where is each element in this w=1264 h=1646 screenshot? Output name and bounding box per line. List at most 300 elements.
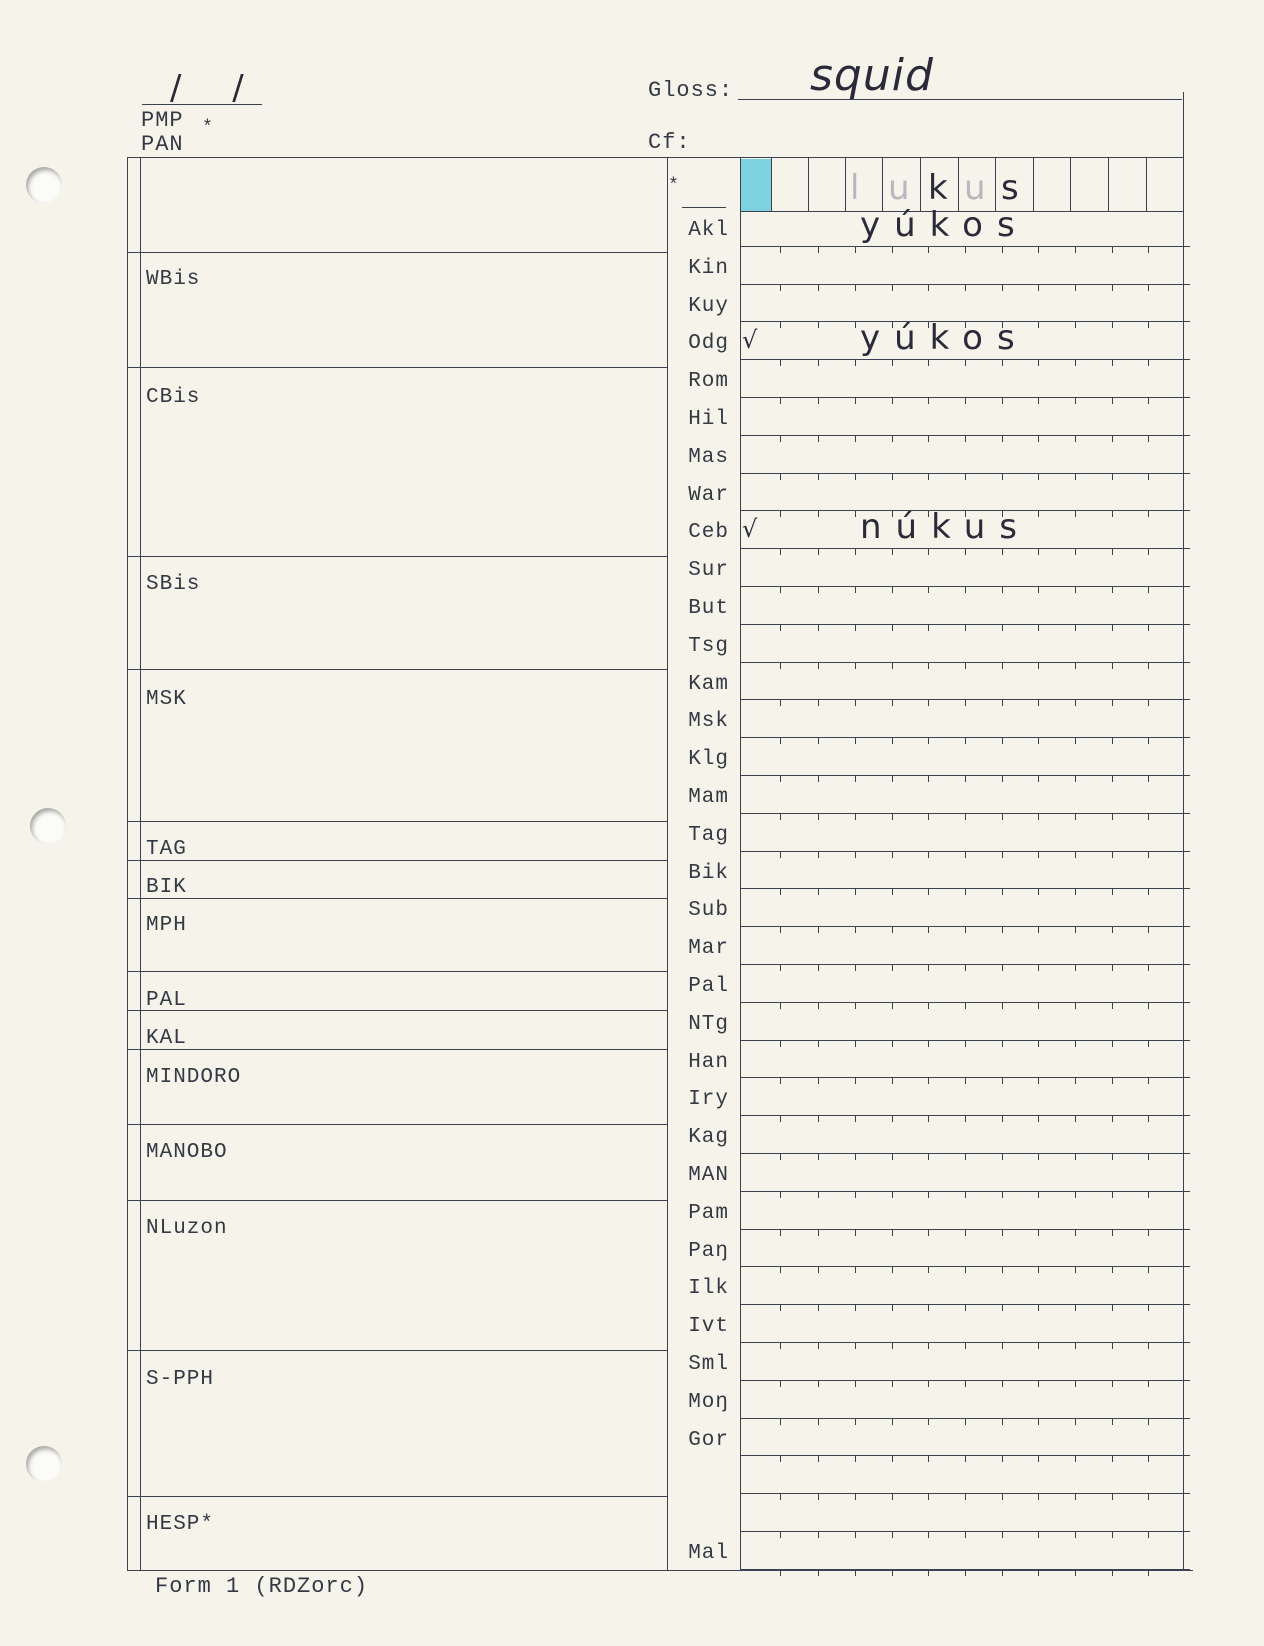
cell-tick [855, 1077, 856, 1084]
cell-tick [818, 699, 819, 706]
language-code: Iry [688, 1088, 729, 1112]
cell-tick [1075, 813, 1076, 820]
cell-tick [892, 1531, 893, 1538]
cell-tick [1148, 699, 1149, 706]
cell-tick [965, 1153, 966, 1160]
lang-column-right [740, 157, 741, 1571]
cell-tick [1075, 1153, 1076, 1160]
cell-tick [1038, 1229, 1039, 1236]
reconstruction-letter: k [928, 168, 948, 208]
cell-tick [780, 624, 781, 631]
date-marks: / / [170, 68, 264, 108]
cell-tick [928, 1002, 929, 1009]
cell-tick [1038, 624, 1039, 631]
cell-tick [855, 1002, 856, 1009]
language-code: Akl [688, 219, 729, 242]
cell-tick [780, 1153, 781, 1160]
cell-tick [1112, 397, 1113, 404]
cell-tick [855, 246, 856, 253]
language-code: Mal [688, 1542, 729, 1565]
cell-tick [892, 1380, 893, 1387]
cell-tick [928, 624, 929, 631]
pmp-star: * [202, 118, 214, 138]
reconstruction-letter: l [850, 168, 860, 208]
cell-tick [855, 1531, 856, 1538]
language-code: Sur [688, 559, 729, 583]
cell-tick [855, 1040, 856, 1047]
cell-tick [965, 435, 966, 442]
cell-tick [965, 1455, 966, 1462]
cell-tick [1112, 1115, 1113, 1122]
cell-tick [1002, 699, 1003, 706]
language-code: NTg [688, 1012, 729, 1036]
cell-tick [818, 662, 819, 669]
cell-tick [1002, 1493, 1003, 1500]
cell-tick [1002, 1002, 1003, 1009]
cell-tick [855, 1115, 856, 1122]
group-label-spph: S-PPH [146, 1368, 215, 1391]
cell-tick [928, 586, 929, 593]
cell-tick [780, 1531, 781, 1538]
cell-tick [892, 1266, 893, 1273]
cell-tick [855, 813, 856, 820]
language-code: MAN [688, 1164, 729, 1187]
language-code: Pam [688, 1201, 729, 1225]
cell-tick [892, 1153, 893, 1160]
cell-tick [1148, 1418, 1149, 1425]
cell-tick [818, 624, 819, 631]
cell-tick [928, 851, 929, 858]
cell-tick [780, 1040, 781, 1047]
cell-tick [855, 473, 856, 480]
cell-tick [965, 397, 966, 404]
cell-tick [1112, 1153, 1113, 1160]
cell-tick [818, 1077, 819, 1084]
cell-tick [1038, 775, 1039, 782]
language-code: Sml [688, 1353, 729, 1376]
group-box-hesp[interactable] [141, 1496, 666, 1570]
cell-tick [1002, 246, 1003, 253]
cell-tick [1112, 1191, 1113, 1198]
cell-tick [1112, 813, 1113, 820]
cell-tick [928, 699, 929, 706]
cell-tick [892, 284, 893, 291]
cell-tick [965, 775, 966, 782]
cell-tick [818, 1191, 819, 1198]
cell-tick [1148, 1455, 1149, 1462]
cell-tick [818, 1040, 819, 1047]
cell-tick [1002, 1040, 1003, 1047]
cell-tick [1075, 473, 1076, 480]
cell-tick [818, 359, 819, 366]
cell-tick [1002, 586, 1003, 593]
cell-tick [965, 964, 966, 971]
cell-tick [1002, 1531, 1003, 1538]
cell-tick [818, 1115, 819, 1122]
cell-tick [1038, 1266, 1039, 1273]
cell-tick [818, 1493, 819, 1500]
gloss-value[interactable]: squid [810, 50, 934, 101]
cell-tick [1038, 359, 1039, 366]
cell-tick [892, 851, 893, 858]
language-code: Bik [688, 861, 729, 885]
cell-tick [1148, 1569, 1149, 1576]
cell-tick [965, 1418, 966, 1425]
cell-tick [928, 1304, 929, 1311]
cell-tick [780, 851, 781, 858]
binder-hole [26, 1446, 62, 1482]
cell-tick [780, 926, 781, 933]
group-box-kal[interactable] [141, 1010, 666, 1049]
cell-tick [855, 1569, 856, 1576]
language-code: Mam [688, 786, 729, 809]
reconstruction-cell [845, 157, 846, 211]
cell-tick [1112, 1569, 1113, 1576]
cell-tick [780, 586, 781, 593]
cell-tick [818, 473, 819, 480]
cell-tick [965, 699, 966, 706]
cell-tick [1148, 1493, 1149, 1500]
cell-tick [1148, 321, 1149, 328]
cell-tick [818, 548, 819, 555]
cell-tick [855, 1191, 856, 1198]
cell-tick [965, 473, 966, 480]
cell-tick [965, 246, 966, 253]
cell-tick [780, 359, 781, 366]
cell-tick [1148, 473, 1149, 480]
cell-tick [965, 1115, 966, 1122]
group-box-cbis[interactable] [141, 367, 666, 556]
cell-tick [855, 510, 856, 517]
cell-tick [928, 1455, 929, 1462]
cell-tick [818, 1266, 819, 1273]
cell-tick [1112, 1531, 1113, 1538]
cell-tick [1075, 1002, 1076, 1009]
group-box-spph[interactable] [141, 1350, 666, 1496]
cell-tick [818, 813, 819, 820]
cell-tick [780, 1077, 781, 1084]
cell-tick [1038, 662, 1039, 669]
gloss-label: Gloss: [648, 78, 734, 103]
cell-tick [855, 1153, 856, 1160]
cell-tick [1112, 964, 1113, 971]
cell-tick [818, 586, 819, 593]
cell-tick [1112, 1342, 1113, 1349]
frame-bottom [127, 1570, 1193, 1571]
cell-tick [1148, 851, 1149, 858]
language-code: Odg [688, 332, 729, 356]
cell-tick [780, 662, 781, 669]
cell-tick [1148, 1229, 1149, 1236]
cell-tick [892, 435, 893, 442]
language-code: Kin [688, 256, 729, 280]
group-box-top[interactable] [141, 157, 666, 252]
cell-tick [928, 662, 929, 669]
cell-tick [1112, 435, 1113, 442]
cell-tick [855, 737, 856, 744]
group-box-bik[interactable] [141, 860, 666, 898]
cell-tick [965, 586, 966, 593]
cell-tick [965, 888, 966, 895]
reconstruction-letter: u [964, 168, 986, 208]
cell-tick [855, 926, 856, 933]
cell-tick [855, 321, 856, 328]
cf-label: Cf: [648, 130, 691, 155]
cell-tick [892, 964, 893, 971]
cell-tick [1038, 737, 1039, 744]
cell-tick [818, 246, 819, 253]
cell-tick [1148, 888, 1149, 895]
cell-tick [928, 1531, 929, 1538]
cell-tick [965, 1040, 966, 1047]
language-code: Mar [688, 937, 729, 961]
language-code: Ilk [688, 1277, 729, 1301]
reconstruction-cell [808, 157, 809, 211]
cell-tick [892, 246, 893, 253]
cell-tick [1148, 964, 1149, 971]
cell-tick [1112, 662, 1113, 669]
language-code: Msk [688, 710, 729, 734]
cell-tick [965, 1077, 966, 1084]
group-label-cbis: CBis [146, 386, 201, 409]
cell-tick [928, 397, 929, 404]
check-mark: √ [742, 515, 758, 544]
language-code: Kam [688, 672, 729, 696]
cell-tick [892, 775, 893, 782]
cell-tick [1112, 548, 1113, 555]
language-code: Tag [688, 823, 729, 847]
group-box-pal[interactable] [141, 971, 666, 1010]
cell-tick [1075, 321, 1076, 328]
cell-tick [928, 1342, 929, 1349]
cell-tick [928, 888, 929, 895]
language-code: Ceb [688, 521, 729, 545]
cell-tick [855, 851, 856, 858]
reconstruction-cell [920, 157, 921, 211]
cell-tick [855, 1266, 856, 1273]
cell-tick [892, 473, 893, 480]
cell-tick [928, 1493, 929, 1500]
cell-tick [1148, 1191, 1149, 1198]
cell-tick [965, 1191, 966, 1198]
cell-tick [892, 926, 893, 933]
cell-tick [1112, 1266, 1113, 1273]
cell-tick [1002, 926, 1003, 933]
cell-tick [780, 1569, 781, 1576]
cell-tick [780, 397, 781, 404]
cell-tick [1075, 1418, 1076, 1425]
cell-tick [780, 813, 781, 820]
cell-tick [928, 548, 929, 555]
group-label-pal: PAL [146, 989, 187, 1012]
cell-tick [965, 813, 966, 820]
left-outer-border [127, 157, 128, 1571]
cell-tick [1075, 435, 1076, 442]
group-box-sbis[interactable] [141, 556, 666, 669]
cell-tick [1002, 435, 1003, 442]
cell-tick [892, 1229, 893, 1236]
cell-tick [855, 548, 856, 555]
cell-tick [1148, 926, 1149, 933]
cell-tick [1112, 586, 1113, 593]
cell-tick [892, 1342, 893, 1349]
cell-tick [818, 1380, 819, 1387]
cell-tick [1075, 1531, 1076, 1538]
cell-tick [892, 1115, 893, 1122]
cell-tick [1148, 548, 1149, 555]
cell-tick [1075, 1077, 1076, 1084]
form-label: Form 1 (RDZorc) [155, 1574, 369, 1599]
group-label-mindoro: MINDORO [146, 1066, 242, 1089]
cell-tick [965, 737, 966, 744]
cell-tick [855, 1229, 856, 1236]
cell-tick [780, 699, 781, 706]
cell-tick [892, 397, 893, 404]
handwritten-form: núkus [860, 507, 1032, 548]
group-box-wbis[interactable] [141, 252, 666, 367]
group-box-msk[interactable] [141, 669, 666, 821]
cell-tick [928, 775, 929, 782]
cell-tick [818, 397, 819, 404]
cell-tick [1038, 510, 1039, 517]
cell-tick [1038, 888, 1039, 895]
cell-tick [965, 1304, 966, 1311]
cell-tick [965, 1229, 966, 1236]
cell-tick [818, 1342, 819, 1349]
right-border [1183, 92, 1184, 1571]
group-label-bik: BIK [146, 876, 187, 899]
cell-tick [1148, 1115, 1149, 1122]
cell-tick [892, 737, 893, 744]
cell-tick [855, 397, 856, 404]
cell-tick [1002, 624, 1003, 631]
cell-tick [1038, 321, 1039, 328]
cell-tick [818, 1569, 819, 1576]
cell-tick [1002, 1342, 1003, 1349]
cell-tick [1148, 1040, 1149, 1047]
cell-tick [965, 359, 966, 366]
cell-tick [1075, 964, 1076, 971]
cell-tick [1112, 1002, 1113, 1009]
language-code: Klg [688, 748, 729, 772]
cell-tick [1038, 1380, 1039, 1387]
language-code: Paŋ [688, 1239, 729, 1263]
cell-tick [965, 851, 966, 858]
group-label-tag: TAG [146, 838, 187, 861]
cell-tick [1038, 1531, 1039, 1538]
cell-tick [1112, 510, 1113, 517]
cell-tick [928, 813, 929, 820]
cell-tick [1075, 548, 1076, 555]
cell-tick [780, 548, 781, 555]
cell-tick [965, 548, 966, 555]
cell-tick [1038, 813, 1039, 820]
cell-tick [928, 473, 929, 480]
cell-tick [892, 1304, 893, 1311]
cell-tick [780, 964, 781, 971]
cell-tick [780, 510, 781, 517]
cell-tick [855, 1380, 856, 1387]
cell-tick [818, 1455, 819, 1462]
language-code: Ivt [688, 1315, 729, 1339]
cell-tick [818, 510, 819, 517]
cell-tick [928, 246, 929, 253]
cell-tick [1038, 1002, 1039, 1009]
date-underline [142, 104, 262, 105]
cell-tick [1148, 662, 1149, 669]
cell-tick [1075, 1380, 1076, 1387]
cell-tick [965, 1002, 966, 1009]
star-underline [682, 207, 726, 208]
cell-tick [1038, 964, 1039, 971]
cell-tick [818, 888, 819, 895]
cell-tick [1075, 359, 1076, 366]
cell-tick [928, 1229, 929, 1236]
cell-tick [1075, 284, 1076, 291]
cell-tick [1038, 1304, 1039, 1311]
cell-tick [1075, 1191, 1076, 1198]
cell-tick [1148, 775, 1149, 782]
language-code: War [688, 483, 729, 507]
group-label-sbis: SBis [146, 573, 201, 596]
cell-tick [1112, 1229, 1113, 1236]
cell-tick [818, 737, 819, 744]
cell-tick [892, 1418, 893, 1425]
language-code: Sub [688, 899, 729, 923]
cell-tick [1148, 1304, 1149, 1311]
group-box-tag[interactable] [141, 821, 666, 860]
cell-tick [1148, 624, 1149, 631]
cell-tick [855, 1304, 856, 1311]
group-box-mph[interactable] [141, 898, 666, 971]
cell-tick [1075, 926, 1076, 933]
reconstruction-letter: u [888, 168, 910, 208]
cell-tick [1038, 699, 1039, 706]
cell-tick [1112, 1077, 1113, 1084]
cell-tick [1075, 1455, 1076, 1462]
group-label-wbis: WBis [146, 268, 201, 291]
cell-tick [780, 1380, 781, 1387]
cell-tick [1148, 1342, 1149, 1349]
highlight-cell [741, 159, 771, 211]
binder-hole [26, 167, 62, 203]
cell-tick [1075, 1493, 1076, 1500]
cell-tick [855, 1418, 856, 1425]
cell-tick [892, 813, 893, 820]
reconstruction-cell [1108, 157, 1109, 211]
reconstruction-cell [1070, 157, 1071, 211]
cell-tick [780, 737, 781, 744]
cell-tick [892, 1191, 893, 1198]
cell-tick [965, 284, 966, 291]
cell-tick [1002, 1115, 1003, 1122]
cell-tick [1112, 321, 1113, 328]
cell-tick [1075, 1569, 1076, 1576]
check-mark: √ [742, 326, 758, 355]
cell-tick [855, 1493, 856, 1500]
cell-tick [1112, 775, 1113, 782]
cell-tick [965, 1531, 966, 1538]
cell-tick [892, 699, 893, 706]
cell-tick [928, 1569, 929, 1576]
cell-tick [780, 321, 781, 328]
language-code: Pal [688, 975, 729, 998]
cell-tick [928, 1380, 929, 1387]
cell-tick [1002, 548, 1003, 555]
cell-tick [780, 435, 781, 442]
cell-tick [928, 964, 929, 971]
reconstruction-letter: s [1001, 168, 1019, 208]
